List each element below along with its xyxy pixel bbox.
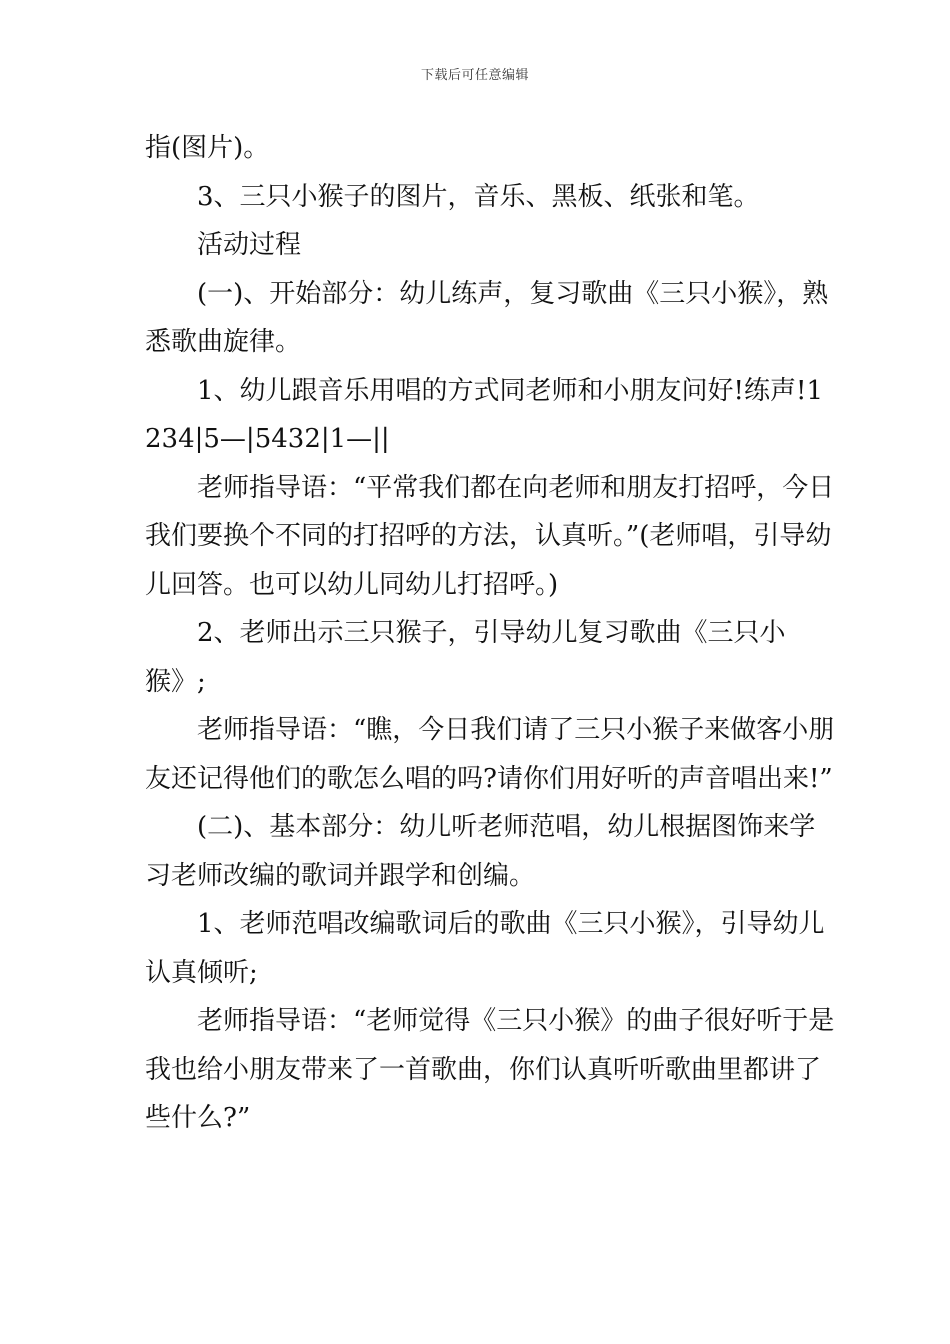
paragraph-1: 指(图片)。 xyxy=(145,133,270,163)
paragraph-6: 老师指导语：“平常我们都在向老师和朋友打招呼，今日我们要换个不同的打招呼的方法，认真听。”(老师唱，引导幼儿回答。也可以幼儿同幼儿打招呼。) xyxy=(145,472,835,600)
paragraph-5: 1、幼儿跟音乐用唱的方式同老师和小朋友问好!练声!1234|5—|5432|1—|| xyxy=(145,375,823,454)
document-body xyxy=(145,124,835,1143)
paragraph-4: (一)、开始部分：幼儿练声，复习歌曲《三只小猴》，熟悉歌曲旋律。 xyxy=(145,278,829,357)
paragraph-7: 2、老师出示三只猴子，引导幼儿复习歌曲《三只小猴》; xyxy=(145,618,786,697)
page-header: 下载后可任意编辑 xyxy=(420,68,529,83)
paragraph-11: 老师指导语：“老师觉得《三只小猴》的曲子很好听于是我也给小朋友带来了一首歌曲，你们认真听听歌曲里都讲了些什么?” xyxy=(145,1006,835,1133)
paragraph-8: 老师指导语：“瞧，今日我们请了三只小猴子来做客小朋友还记得他们的歌怎么唱的吗?请你们用好听的声音唱出来!” xyxy=(145,715,835,794)
paragraph-2: 3、三只小猴子的图片，音乐、黑板、纸张和笔。 xyxy=(197,181,760,212)
paragraph-3: 活动过程 xyxy=(197,230,302,260)
paragraph-9: (二)、基本部分：幼儿听老师范唱，幼儿根据图饰来学习老师改编的歌词并跟学和创编。 xyxy=(145,812,816,891)
paragraph-10: 1、老师范唱改编歌词后的歌曲《三只小猴》，引导幼儿认真倾听; xyxy=(145,909,825,988)
